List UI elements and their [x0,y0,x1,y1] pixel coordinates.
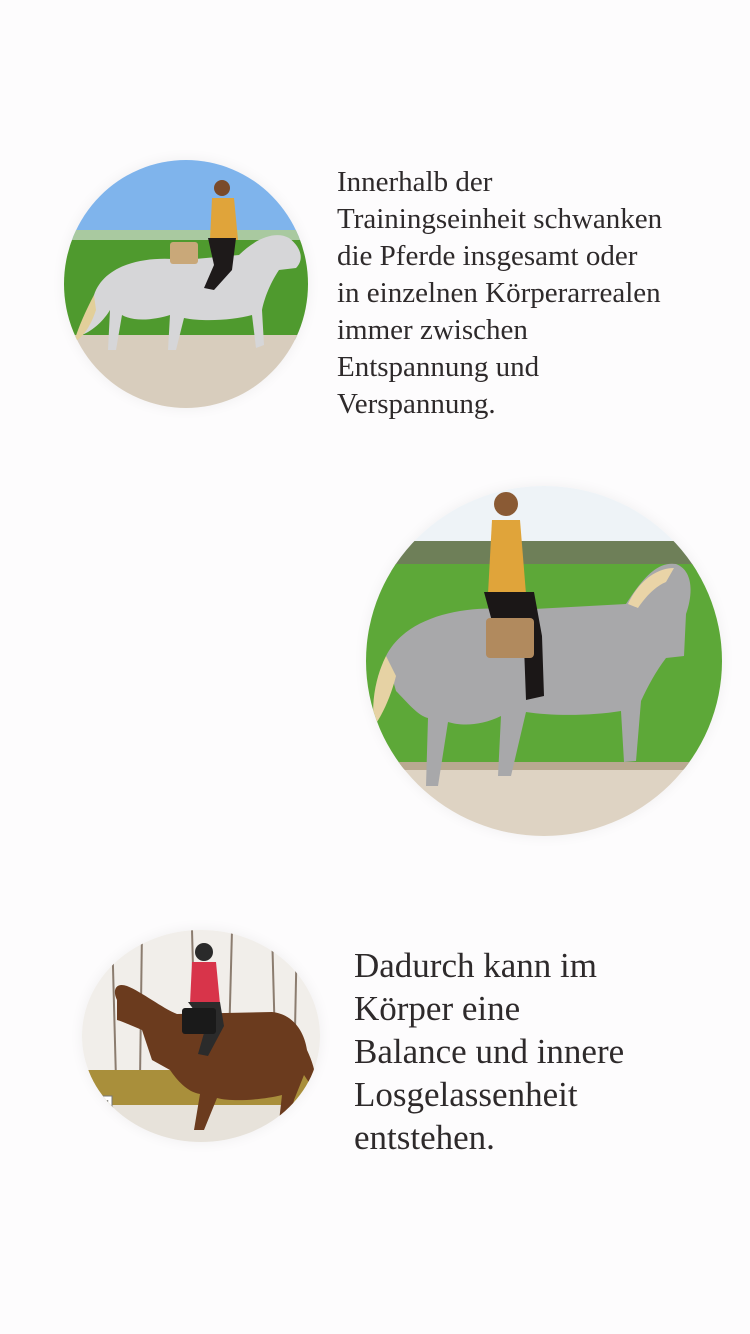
text-line: Innerhalb der [337,166,493,198]
text-line: Dadurch kann im [354,946,597,985]
text-line: Trainingseinheit schwanken [337,203,663,235]
text-line: entstehen. [354,1118,495,1157]
intro-paragraph [337,164,662,423]
text-line: Verspannung. [337,388,496,420]
dapple-grey-horse-photo [366,486,722,836]
text-line: Entspannung und [337,351,540,383]
text-line: Losgelassenheit [354,1075,578,1114]
text-line: Balance und innere [354,1032,625,1071]
arena-letter: E [101,1098,110,1112]
text-line: in einzelnen Körperarrealen [337,277,661,309]
balance-paragraph [354,944,624,1159]
text-line: Körper eine [354,989,521,1028]
text-line: immer zwischen [337,314,528,346]
bay-horse-dressage-photo [82,930,320,1142]
horse-rider-photo [64,160,308,408]
text-line: die Pferde insgesamt oder [337,240,638,272]
